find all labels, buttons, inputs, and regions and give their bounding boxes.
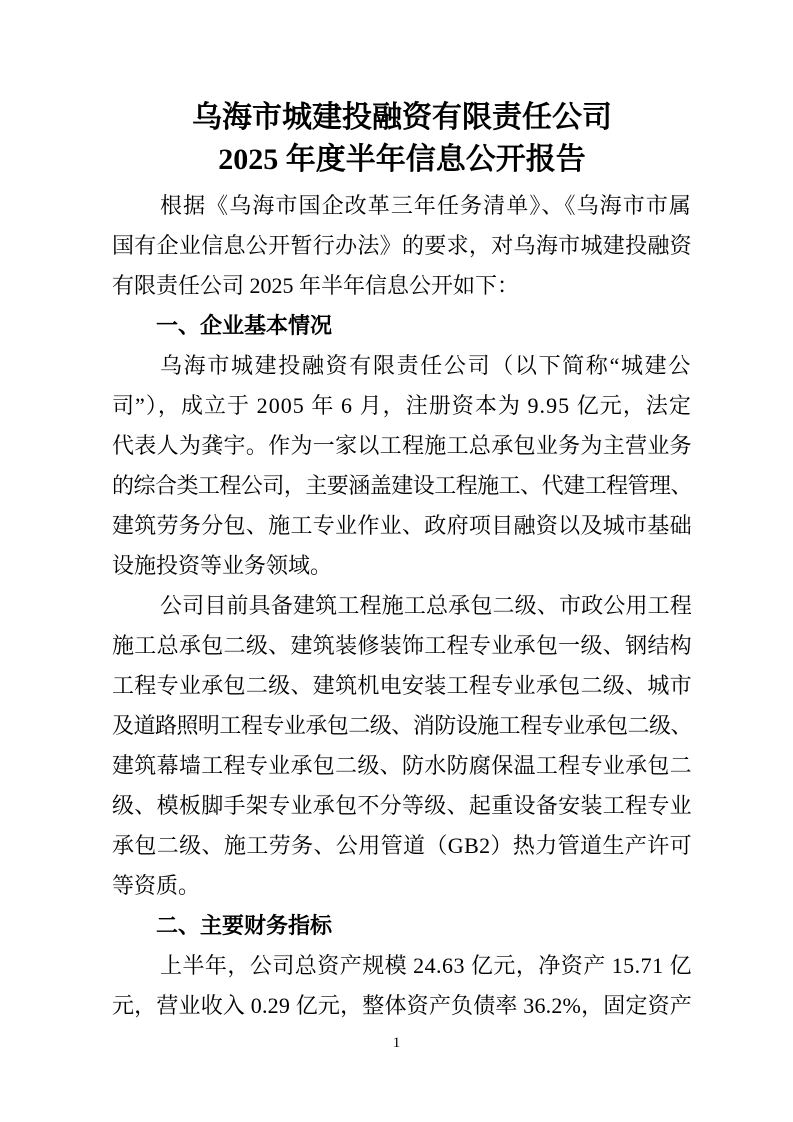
section-2-heading: 二、主要财务指标 — [156, 913, 333, 938]
text-line: 有限责任公司 2025 年半年信息公开如下： — [112, 273, 520, 298]
text-line: 元，营业收入 0.29 亿元，整体资产负债率 36.2%，固定资产 — [112, 993, 692, 1018]
text-line: 等资质。 — [112, 873, 201, 898]
text-line: 代表人为龚宇。作为一家以工程施工总承包业务为主营业务 — [112, 433, 692, 458]
text-line: 上半年，公司总资产规模 24.63 亿元，净资产 15.71 亿 — [160, 953, 692, 978]
text-line: 根据《乌海市国企改革三年任务清单》、《乌海市市属 — [160, 193, 692, 218]
title-line-2: 2025 年度半年信息公开报告 — [218, 143, 586, 176]
text-line: 建筑劳务分包、施工专业作业、政府项目融资以及城市基础 — [112, 513, 692, 538]
text-line: 级、模板脚手架专业承包不分等级、起重设备安装工程专业 — [112, 793, 692, 818]
text-line: 及道路照明工程专业承包二级、消防设施工程专业承包二级、 — [112, 713, 692, 738]
section-1-heading: 一、企业基本情况 — [156, 313, 333, 338]
text-line: 承包二级、施工劳务、公用管道（GB2）热力管道生产许可 — [112, 833, 692, 858]
text-line: 施工总承包二级、建筑装修装饰工程专业承包一级、钢结构 — [112, 633, 692, 658]
title-line-1: 乌海市城建投融资有限责任公司 — [192, 101, 612, 134]
text-line: 乌海市城建投融资有限责任公司（以下简称“城建公 — [160, 353, 692, 378]
text-line: 司”），成立于 2005 年 6 月，注册资本为 9.95 亿元，法定 — [112, 393, 692, 418]
page-number: 1 — [392, 1035, 401, 1051]
text-line: 设施投资等业务领域。 — [112, 553, 333, 578]
text-line: 的综合类工程公司，主要涵盖建设工程施工、代建工程管理、 — [112, 473, 692, 498]
text-line: 工程专业承包二级、建筑机电安装工程专业承包二级、城市 — [112, 673, 692, 698]
text-line: 公司目前具备建筑工程施工总承包二级、市政公用工程 — [160, 593, 692, 618]
document-title — [112, 97, 692, 181]
document-content — [112, 97, 692, 1026]
text-line: 建筑幕墙工程专业承包二级、防水防腐保温工程专业承包二 — [112, 753, 692, 778]
text-line: 国有企业信息公开暂行办法》的要求，对乌海市城建投融资 — [112, 233, 692, 258]
